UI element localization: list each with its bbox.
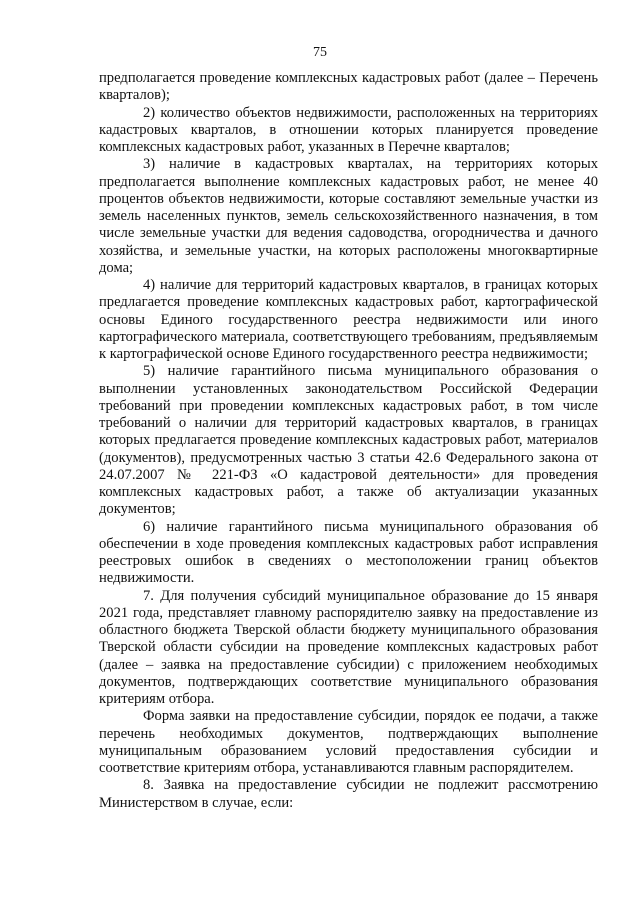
document-body (99, 70, 598, 812)
paragraph-item-6: 6) наличие гарантийного письма муниципального образования об обеспечении в ходе проведения комплексных кадастровых работ исправления реестровых ошибок в сведениях о местоположении границ объектов недвижимости. (99, 518, 598, 587)
paragraph-continuation: предполагается проведение комплексных кадастровых работ (далее – Перечень кварталов); (99, 70, 598, 104)
page-number: 75 (313, 45, 327, 60)
paragraph-application-form: Форма заявки на предоставление субсидии, порядок ее подачи, а также перечень необходимых документов, подтверждающих выполнение муниципальным образованием условий предоставления субсидии и соответствие критериям отбора, устанавливаются главным распорядителем. (99, 708, 598, 776)
paragraph-item-5: 5) наличие гарантийного письма муниципального образования о выполнении установленных законодательством Российской Федерации требований при проведении комплексных кадастровых работ, в том числе требований о наличии для территорий кадастровых кварталов, в границах которых предлагается проведение комплексных кадастровых работ, материалов (документов), предусмотренных частью 3 статьи 42.6 Федерального закона от 24.07.2007 № 221-ФЗ «О кадастровой деятельности» для проведения комплексных кадастровых работ, а также об актуализации указанных документов; (99, 363, 598, 518)
paragraph-item-4: 4) наличие для территорий кадастровых кварталов, в границах которых предлагается проведение комплексных кадастровых работ, картографической основы Единого государственного реестра недвижимости или иного картографического материала, соответствующего требованиям, предъявляемым к картографической основе Единого государственного реестра недвижимости; (99, 277, 598, 362)
paragraph-item-2: 2) количество объектов недвижимости, расположенных на территориях кадастровых кварталов, в отношении которых планируется проведение комплексных кадастровых работ, указанных в Перечне кварталов; (99, 104, 598, 155)
paragraph-clause-7: 7. Для получения субсидий муниципальное образование до 15 января 2021 года, представляет главному распорядителю заявку на предоставление из областного бюджета Тверской области бюджету муниципального образования Тверской области субсидии на проведение комплексных кадастровых работ (далее – заявка на предоставление субсидии) с приложением необходимых документов, подтверждающих соответствие муниципального образования критериям отбора. (99, 587, 598, 707)
paragraph-item-3: 3) наличие в кадастровых кварталах, на территориях которых предполагается выполнение комплексных кадастровых работ, не менее 40 процентов объектов недвижимости, которые составляют земельные участки из земель населенных пунктов, земель сельскохозяйственного назначения, в том числе земельные участки для ведения садоводства, огородничества и дачного хозяйства, и земельные участки, на которых расположены многоквартирные дома; (99, 156, 598, 276)
paragraph-clause-8: 8. Заявка на предоставление субсидии не подлежит рассмотрению Министерством в случае, если: (99, 777, 598, 811)
